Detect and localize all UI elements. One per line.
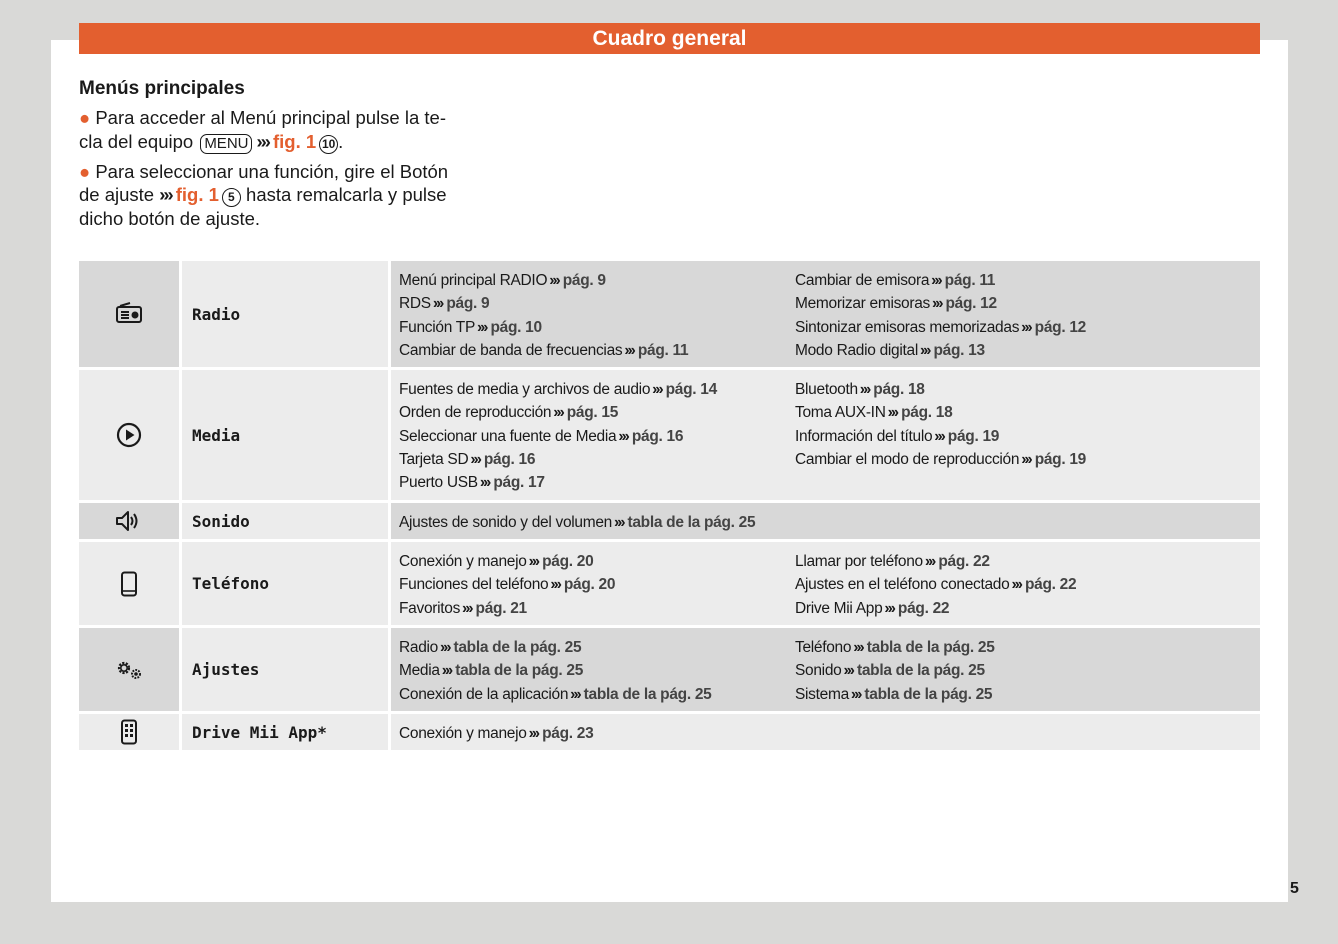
intro-block — [79, 78, 459, 237]
list-item[interactable]: RDS ››› pág. 9 — [399, 295, 490, 313]
list-item[interactable]: Sonido ››› tabla de la pág. 25 — [795, 662, 985, 680]
items-column — [785, 261, 1179, 367]
row-label: Drive Mii App* — [182, 714, 388, 750]
page-number: 5 — [1290, 880, 1299, 897]
list-item[interactable]: Ajustes en el teléfono conectado ››› pág. 22 — [795, 576, 1077, 594]
list-item[interactable]: Favoritos ››› pág. 21 — [399, 599, 527, 617]
row-items — [391, 628, 1260, 711]
row-items — [391, 370, 1260, 500]
radio-icon — [79, 261, 179, 367]
list-item[interactable]: Llamar por teléfono ››› pág. 22 — [795, 553, 990, 570]
items-column — [391, 261, 785, 367]
arrows-icon: ››› — [159, 184, 172, 205]
list-item[interactable]: Drive Mii App ››› pág. 22 — [795, 599, 950, 617]
list-item[interactable]: Tarjeta SD ››› pág. 16 — [399, 450, 536, 468]
section-header: Cuadro general — [79, 23, 1260, 54]
arrows-icon: ››› — [256, 130, 269, 152]
list-item[interactable]: Función TP ››› pág. 10 — [399, 318, 542, 336]
intro-bullet-1: ● Para acceder al Menú principal pulse la te- cla del equipo MENU ››› fig. 1 10 . — [79, 107, 446, 152]
items-column — [785, 542, 1179, 625]
row-label: Media — [182, 370, 388, 500]
callout-number: 5 — [222, 188, 241, 207]
list-item[interactable]: Radio ››› tabla de la pág. 25 — [399, 639, 582, 656]
list-item[interactable]: Conexión y manejo ››› pág. 20 — [399, 553, 594, 570]
table-row — [79, 628, 1260, 711]
speaker-icon — [79, 503, 179, 539]
list-item[interactable]: Funciones del teléfono ››› pág. 20 — [399, 576, 616, 594]
list-item[interactable]: Menú principal RADIO ››› pág. 9 — [399, 272, 606, 289]
list-item[interactable]: Toma AUX-IN ››› pág. 18 — [795, 404, 953, 422]
phone-icon — [79, 542, 179, 625]
row-items — [391, 261, 1260, 367]
row-label: Ajustes — [182, 628, 388, 711]
list-item[interactable]: Información del título ››› pág. 19 — [795, 427, 1000, 445]
list-item[interactable]: Media ››› tabla de la pág. 25 — [399, 662, 584, 680]
list-item[interactable]: Cambiar el modo de reproducción ››› pág. 19 — [795, 450, 1086, 468]
list-item[interactable]: Orden de reproducción ››› pág. 15 — [399, 404, 619, 422]
row-items — [391, 542, 1260, 625]
app-phone-icon — [79, 714, 179, 750]
list-item[interactable]: Ajustes de sonido y del volumen ››› tabla de la pág. 25 — [399, 514, 756, 531]
row-label: Teléfono — [182, 542, 388, 625]
list-item[interactable]: Fuentes de media y archivos de audio ››› pág. 14 — [399, 381, 717, 398]
menu-key: MENU — [200, 134, 252, 154]
row-label: Radio — [182, 261, 388, 367]
intro-heading: Menús principales — [79, 78, 245, 99]
row-label: Sonido — [182, 503, 388, 539]
bullet-icon: ● — [79, 107, 91, 128]
list-item[interactable]: Conexión y manejo ››› pág. 23 — [399, 725, 594, 742]
items-column — [391, 370, 785, 500]
list-item[interactable]: Memorizar emisoras ››› pág. 12 — [795, 295, 997, 313]
items-column — [391, 542, 785, 625]
list-item[interactable]: Cambiar de emisora ››› pág. 11 — [795, 272, 996, 289]
row-items — [391, 503, 1260, 539]
list-item[interactable]: Teléfono ››› tabla de la pág. 25 — [795, 639, 995, 656]
items-column — [785, 628, 1179, 711]
menu-table — [79, 261, 1260, 753]
list-item[interactable]: Seleccionar una fuente de Media ››› pág. 16 — [399, 427, 684, 445]
items-column — [785, 370, 1179, 500]
list-item[interactable]: Sintonizar emisoras memorizadas ››› pág. 12 — [795, 318, 1086, 336]
items-column — [391, 628, 785, 711]
list-item[interactable]: Bluetooth ››› pág. 18 — [795, 381, 925, 398]
bullet-icon: ● — [79, 160, 91, 182]
list-item[interactable]: Conexión de la aplicación ››› tabla de la pág. 25 — [399, 685, 712, 703]
list-item[interactable]: Sistema ››› tabla de la pág. 25 — [795, 685, 993, 703]
table-row — [79, 714, 1260, 750]
table-row — [79, 503, 1260, 539]
gears-icon — [79, 628, 179, 711]
play-icon — [79, 370, 179, 500]
list-item[interactable]: Modo Radio digital ››› pág. 13 — [795, 341, 985, 359]
list-item[interactable]: Puerto USB ››› pág. 17 — [399, 474, 545, 492]
table-row — [79, 542, 1260, 625]
callout-number: 10 — [319, 135, 338, 154]
intro-bullet-2: ● Para seleccionar una función, gire el Botón de ajuste ››› fig. 1 5 hasta remalcarla y pulse dicho botón de ajuste. — [79, 160, 449, 229]
table-row — [79, 261, 1260, 367]
row-items — [391, 714, 1260, 750]
figure-link[interactable]: fig. 1 — [175, 184, 219, 205]
table-row — [79, 370, 1260, 500]
list-item[interactable]: Cambiar de banda de frecuencias ››› pág. 11 — [399, 341, 689, 359]
figure-link[interactable]: fig. 1 — [272, 130, 317, 152]
